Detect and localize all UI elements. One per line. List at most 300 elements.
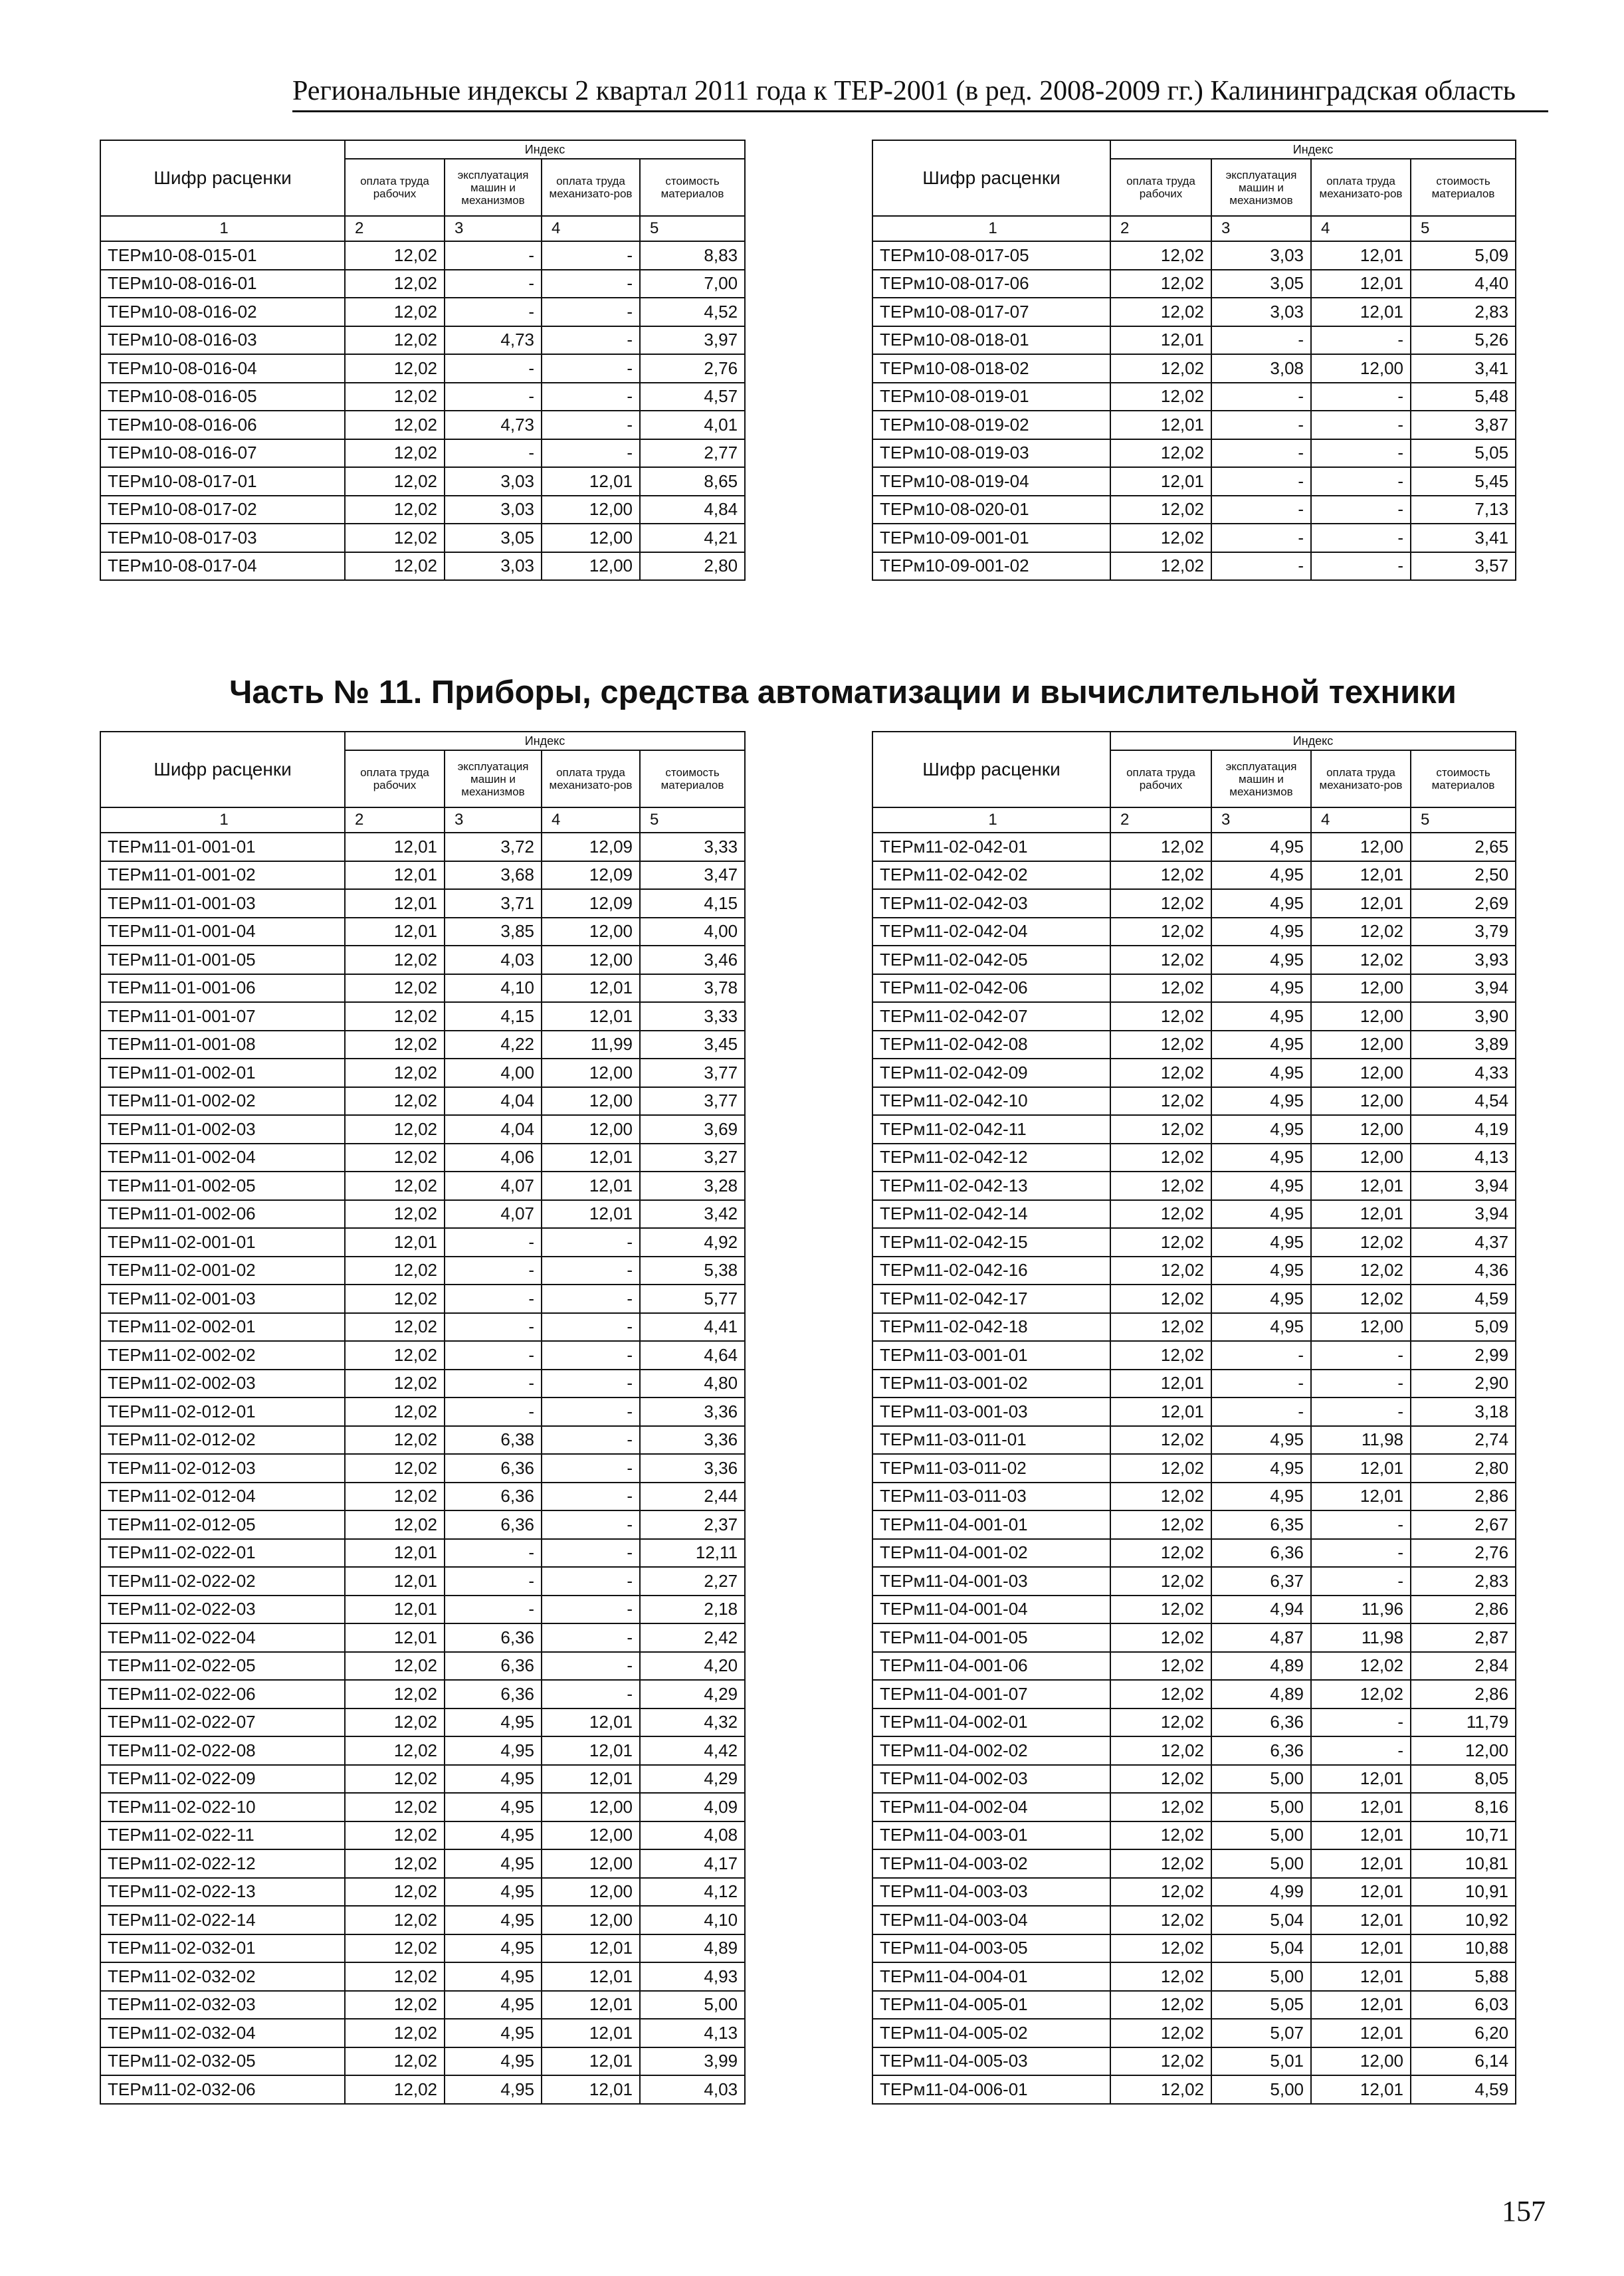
index-value-cell: 12,02 (345, 1257, 445, 1285)
index-value-cell: 4,13 (1411, 1144, 1516, 1172)
index-value-cell: 12,02 (345, 1426, 445, 1455)
rate-code-cell: ТЕРм11-02-042-14 (872, 1200, 1110, 1229)
header-materials-cost: стоимость материалов (640, 750, 745, 807)
index-value-cell: 4,00 (445, 1059, 542, 1087)
table-row (872, 467, 1516, 496)
index-value-cell: 12,02 (1110, 1991, 1211, 2019)
rate-code-cell: ТЕРм11-02-022-07 (100, 1708, 345, 1737)
rate-code-cell: ТЕРм11-02-012-04 (100, 1483, 345, 1511)
header-index-group: Индекс (345, 732, 745, 750)
table-row (100, 496, 745, 524)
index-value-cell: 2,80 (640, 552, 745, 581)
index-value-cell: 4,84 (640, 496, 745, 524)
index-value-cell: - (445, 383, 542, 411)
index-value-cell: - (542, 270, 640, 298)
index-value-cell: 3,77 (640, 1059, 745, 1087)
index-value-cell: 12,02 (1311, 1257, 1411, 1285)
index-value-cell: 4,95 (445, 1962, 542, 1991)
header-code: Шифр расценки (872, 140, 1110, 216)
index-value-cell: 4,95 (1211, 1200, 1311, 1229)
index-value-cell: 10,71 (1411, 1821, 1516, 1850)
index-value-cell: - (445, 270, 542, 298)
rate-code-cell: ТЕРм11-02-042-08 (872, 1031, 1110, 1059)
column-number: 3 (445, 216, 542, 241)
table-row (100, 524, 745, 552)
table-row (872, 861, 1516, 890)
table-row (100, 1934, 745, 1963)
rate-code-cell: ТЕРм11-03-011-01 (872, 1426, 1110, 1455)
table-row (100, 298, 745, 326)
index-value-cell: 4,95 (1211, 974, 1311, 1003)
index-value-cell: 12,02 (1110, 1200, 1211, 1229)
index-value-cell: 3,28 (640, 1172, 745, 1200)
rate-code-cell: ТЕРм11-04-003-01 (872, 1821, 1110, 1850)
rate-code-cell: ТЕРм11-02-001-03 (100, 1285, 345, 1313)
index-value-cell: 5,00 (640, 1991, 745, 2019)
table-row (872, 1059, 1516, 1087)
index-value-cell: 12,01 (345, 1228, 445, 1257)
index-value-cell: - (542, 1596, 640, 1624)
index-value-cell: - (445, 1397, 542, 1426)
index-value-cell: 6,36 (445, 1510, 542, 1539)
index-value-cell: 3,71 (445, 889, 542, 918)
table-row (100, 1228, 745, 1257)
header-labor-pay: оплата труда рабочих (1110, 750, 1211, 807)
table-row (872, 1426, 1516, 1455)
index-value-cell: 7,00 (640, 270, 745, 298)
index-value-cell: - (1311, 1341, 1411, 1370)
index-value-cell: 12,01 (1311, 298, 1411, 326)
table-row (100, 467, 745, 496)
index-value-cell: 4,15 (640, 889, 745, 918)
index-value-cell: 12,02 (345, 326, 445, 355)
index-value-cell: 4,64 (640, 1341, 745, 1370)
index-value-cell: 12,00 (542, 946, 640, 974)
rate-code-cell: ТЕРм10-08-019-02 (872, 411, 1110, 439)
index-value-cell: 4,95 (445, 1991, 542, 2019)
index-value-cell: 12,02 (345, 974, 445, 1003)
index-value-cell: 5,88 (1411, 1962, 1516, 1991)
index-value-cell: 5,77 (640, 1285, 745, 1313)
index-value-cell: 12,01 (1311, 270, 1411, 298)
index-value-cell: 2,44 (640, 1483, 745, 1511)
rate-code-cell: ТЕРм10-08-016-06 (100, 411, 345, 439)
rate-code-cell: ТЕРм11-04-003-02 (872, 1849, 1110, 1878)
rate-code-cell: ТЕРм10-08-016-03 (100, 326, 345, 355)
index-value-cell: 4,07 (445, 1172, 542, 1200)
index-value-cell: - (542, 1652, 640, 1681)
table-row (100, 2075, 745, 2104)
index-value-cell: 4,01 (640, 411, 745, 439)
index-value-cell: 12,00 (1311, 1313, 1411, 1342)
index-value-cell: 4,73 (445, 326, 542, 355)
index-value-cell: 10,88 (1411, 1934, 1516, 1963)
column-number: 3 (445, 807, 542, 833)
rate-code-cell: ТЕРм11-02-042-16 (872, 1257, 1110, 1285)
table-row (872, 1313, 1516, 1342)
index-value-cell: 12,02 (345, 1906, 445, 1934)
index-value-cell: - (1311, 552, 1411, 581)
table-row (100, 1031, 745, 1059)
index-value-cell: 12,02 (345, 1285, 445, 1313)
index-value-cell: 3,94 (1411, 974, 1516, 1003)
index-value-cell: 12,01 (542, 1765, 640, 1794)
table-row (100, 552, 745, 581)
index-value-cell: - (542, 298, 640, 326)
rate-code-cell: ТЕРм11-01-001-02 (100, 861, 345, 890)
index-value-cell: 4,95 (445, 2047, 542, 2076)
index-value-cell: 12,02 (345, 1736, 445, 1765)
index-value-cell: 12,02 (345, 496, 445, 524)
index-value-cell: 12,02 (1110, 1313, 1211, 1342)
index-value-cell: 2,50 (1411, 861, 1516, 890)
table-row (100, 1821, 745, 1850)
index-value-cell: 12,02 (345, 1002, 445, 1031)
table-row (872, 354, 1516, 383)
index-value-cell: 2,86 (1411, 1680, 1516, 1708)
index-value-cell: 4,33 (1411, 1059, 1516, 1087)
rate-code-cell: ТЕРм11-04-005-01 (872, 1991, 1110, 2019)
index-value-cell: 5,48 (1411, 383, 1516, 411)
column-number: 4 (1311, 807, 1411, 833)
index-value-cell: 12,01 (542, 2019, 640, 2047)
index-value-cell: 12,02 (345, 1172, 445, 1200)
table-row (872, 1736, 1516, 1765)
index-value-cell: 12,02 (1311, 1228, 1411, 1257)
index-value-cell: - (1311, 496, 1411, 524)
index-value-cell: 12,02 (1110, 552, 1211, 581)
header-code: Шифр расценки (872, 732, 1110, 807)
index-value-cell: - (445, 241, 542, 270)
rate-code-cell: ТЕРм11-02-032-04 (100, 2019, 345, 2047)
table-row (100, 326, 745, 355)
index-value-cell: 2,77 (640, 439, 745, 468)
index-value-cell: - (1311, 1510, 1411, 1539)
rate-code-cell: ТЕРм11-03-001-03 (872, 1397, 1110, 1426)
index-value-cell: 3,94 (1411, 1200, 1516, 1229)
column-number: 5 (1411, 807, 1516, 833)
index-value-cell: 12,00 (542, 1115, 640, 1144)
table-row (872, 1991, 1516, 2019)
table-row (100, 861, 745, 890)
index-value-cell: - (1311, 1370, 1411, 1398)
table-row (872, 1878, 1516, 1907)
index-value-cell: 3,03 (445, 496, 542, 524)
index-table-bottom-right (872, 731, 1516, 2105)
index-value-cell: 6,36 (445, 1483, 542, 1511)
index-value-cell: 10,91 (1411, 1878, 1516, 1907)
table-row (872, 1144, 1516, 1172)
rate-code-cell: ТЕРм11-02-042-15 (872, 1228, 1110, 1257)
rate-code-cell: ТЕРм11-02-012-02 (100, 1426, 345, 1455)
index-value-cell: 12,02 (1110, 1736, 1211, 1765)
table-row (872, 1115, 1516, 1144)
index-value-cell: 12,09 (542, 889, 640, 918)
index-value-cell: 12,01 (542, 2047, 640, 2076)
index-value-cell: 5,05 (1411, 439, 1516, 468)
index-value-cell: 5,38 (640, 1257, 745, 1285)
index-value-cell: 3,87 (1411, 411, 1516, 439)
index-value-cell: 12,01 (1311, 1793, 1411, 1821)
index-value-cell: 2,69 (1411, 889, 1516, 918)
index-value-cell: 6,36 (445, 1652, 542, 1681)
index-value-cell: 12,02 (1110, 1115, 1211, 1144)
index-value-cell: 4,95 (445, 1906, 542, 1934)
index-value-cell: 3,79 (1411, 918, 1516, 946)
rate-code-cell: ТЕРм10-08-016-07 (100, 439, 345, 468)
rate-code-cell: ТЕРм11-02-042-06 (872, 974, 1110, 1003)
index-value-cell: 2,83 (1411, 1567, 1516, 1596)
rate-code-cell: ТЕРм11-04-003-05 (872, 1934, 1110, 1963)
index-value-cell: 4,93 (640, 1962, 745, 1991)
index-value-cell: 12,02 (345, 1821, 445, 1850)
rate-code-cell: ТЕРм11-02-032-02 (100, 1962, 345, 1991)
rate-code-cell: ТЕРм11-03-011-02 (872, 1454, 1110, 1483)
index-value-cell: 12,02 (345, 1934, 445, 1963)
index-value-cell: - (445, 1370, 542, 1398)
rate-code-cell: ТЕРм11-02-002-02 (100, 1341, 345, 1370)
table-row (872, 1765, 1516, 1794)
index-value-cell: - (542, 1539, 640, 1568)
index-value-cell: 12,01 (345, 861, 445, 890)
index-value-cell: 12,02 (1110, 1821, 1211, 1850)
index-value-cell: 12,02 (345, 1510, 445, 1539)
table-row (100, 1708, 745, 1737)
index-value-cell: - (542, 1454, 640, 1483)
index-value-cell: 12,02 (345, 241, 445, 270)
index-value-cell: 6,36 (1211, 1736, 1311, 1765)
index-value-cell: - (542, 1285, 640, 1313)
index-value-cell: - (542, 383, 640, 411)
index-value-cell: 12,02 (1110, 241, 1211, 270)
index-value-cell: 12,00 (1311, 1087, 1411, 1116)
index-value-cell: 2,37 (640, 1510, 745, 1539)
index-value-cell: - (542, 1370, 640, 1398)
index-value-cell: 12,00 (542, 918, 640, 946)
index-value-cell: - (1211, 1341, 1311, 1370)
header-machine-use: эксплуатация машин и механизмов (1211, 750, 1311, 807)
index-value-cell: 10,81 (1411, 1849, 1516, 1878)
index-value-cell: 3,03 (1211, 241, 1311, 270)
index-value-cell: 12,02 (1311, 1652, 1411, 1681)
index-value-cell: 12,02 (1110, 974, 1211, 1003)
index-value-cell: - (445, 354, 542, 383)
index-value-cell: 12,01 (542, 1144, 640, 1172)
index-value-cell: 6,20 (1411, 2019, 1516, 2047)
index-value-cell: 6,03 (1411, 1991, 1516, 2019)
table-row (872, 270, 1516, 298)
rate-code-cell: ТЕРм11-02-012-03 (100, 1454, 345, 1483)
index-value-cell: 4,95 (1211, 889, 1311, 918)
table-row (100, 1849, 745, 1878)
rate-code-cell: ТЕРм11-03-001-01 (872, 1341, 1110, 1370)
header-code: Шифр расценки (100, 140, 345, 216)
index-value-cell: 4,09 (640, 1793, 745, 1821)
index-value-cell: 3,78 (640, 974, 745, 1003)
rate-code-cell: ТЕРм10-08-017-03 (100, 524, 345, 552)
rate-code-cell: ТЕРм11-02-032-03 (100, 1991, 345, 2019)
table-row (100, 1765, 745, 1794)
rate-code-cell: ТЕРм11-02-032-06 (100, 2075, 345, 2104)
table-row (872, 889, 1516, 918)
index-value-cell: 12,02 (1110, 1144, 1211, 1172)
index-value-cell: 12,02 (345, 354, 445, 383)
index-value-cell: 12,01 (1110, 411, 1211, 439)
table-row (100, 974, 745, 1003)
index-value-cell: 5,00 (1211, 1849, 1311, 1878)
index-value-cell: 12,02 (1110, 298, 1211, 326)
index-value-cell: 12,01 (542, 1991, 640, 2019)
index-value-cell: 12,00 (542, 1878, 640, 1907)
rate-code-cell: ТЕРм11-01-002-06 (100, 1200, 345, 1229)
index-value-cell: 4,17 (640, 1849, 745, 1878)
index-value-cell: 4,37 (1411, 1228, 1516, 1257)
index-value-cell: 3,42 (640, 1200, 745, 1229)
index-value-cell: 12,00 (542, 1059, 640, 1087)
index-value-cell: 8,05 (1411, 1765, 1516, 1794)
index-value-cell: - (1311, 439, 1411, 468)
table-row (100, 1370, 745, 1398)
column-number: 5 (640, 807, 745, 833)
table-row (872, 383, 1516, 411)
header-code: Шифр расценки (100, 732, 345, 807)
index-value-cell: 12,02 (1110, 1031, 1211, 1059)
index-value-cell: 3,69 (640, 1115, 745, 1144)
index-value-cell: - (1311, 524, 1411, 552)
table-row (100, 1115, 745, 1144)
table-row (100, 1059, 745, 1087)
index-value-cell: 12,02 (1311, 918, 1411, 946)
index-value-cell: 4,95 (1211, 1426, 1311, 1455)
index-value-cell: 4,19 (1411, 1115, 1516, 1144)
index-value-cell: 12,00 (1311, 974, 1411, 1003)
index-value-cell: - (445, 298, 542, 326)
index-value-cell: 3,46 (640, 946, 745, 974)
index-value-cell: 12,02 (1110, 1257, 1211, 1285)
index-value-cell: 12,02 (1110, 1623, 1211, 1652)
index-value-cell: 12,01 (542, 1172, 640, 1200)
index-value-cell: - (1211, 552, 1311, 581)
table-row (100, 1144, 745, 1172)
index-value-cell: 12,09 (542, 861, 640, 890)
column-number: 2 (345, 807, 445, 833)
index-value-cell: 4,95 (445, 1878, 542, 1907)
rate-code-cell: ТЕРм11-02-022-03 (100, 1596, 345, 1624)
header-materials-cost: стоимость материалов (640, 159, 745, 216)
rate-code-cell: ТЕРм10-08-016-01 (100, 270, 345, 298)
index-value-cell: 12,02 (345, 552, 445, 581)
index-value-cell: 3,36 (640, 1397, 745, 1426)
index-value-cell: 12,02 (1110, 2047, 1211, 2076)
index-value-cell: 12,02 (345, 2075, 445, 2104)
table-row (100, 1962, 745, 1991)
rate-code-cell: ТЕРм11-02-042-18 (872, 1313, 1110, 1342)
rate-code-cell: ТЕРм10-08-017-04 (100, 552, 345, 581)
index-value-cell: 12,02 (1110, 861, 1211, 890)
index-value-cell: 12,00 (1311, 1144, 1411, 1172)
rate-code-cell: ТЕРм10-08-017-02 (100, 496, 345, 524)
table-row (100, 1906, 745, 1934)
index-value-cell: 2,86 (1411, 1483, 1516, 1511)
rate-code-cell: ТЕРм11-01-002-01 (100, 1059, 345, 1087)
index-value-cell: 2,27 (640, 1567, 745, 1596)
table-row (872, 2075, 1516, 2104)
index-value-cell: 12,02 (345, 1454, 445, 1483)
index-value-cell: - (445, 1257, 542, 1285)
index-value-cell: 3,94 (1411, 1172, 1516, 1200)
rate-code-cell: ТЕРм11-04-001-04 (872, 1596, 1110, 1624)
index-value-cell: 12,02 (1110, 383, 1211, 411)
table-row (872, 1623, 1516, 1652)
index-table-bottom-left (100, 731, 746, 2105)
index-value-cell: 6,38 (445, 1426, 542, 1455)
rate-code-cell: ТЕРм11-01-002-02 (100, 1087, 345, 1116)
index-value-cell: 12,02 (345, 1962, 445, 1991)
rate-code-cell: ТЕРм11-04-001-05 (872, 1623, 1110, 1652)
rate-code-cell: ТЕРм11-01-001-03 (100, 889, 345, 918)
index-value-cell: - (445, 439, 542, 468)
rate-code-cell: ТЕРм11-02-022-08 (100, 1736, 345, 1765)
table-row (100, 1087, 745, 1116)
rate-code-cell: ТЕРм11-01-001-05 (100, 946, 345, 974)
index-value-cell: - (542, 411, 640, 439)
index-value-cell: 12,02 (345, 2047, 445, 2076)
index-value-cell: 12,01 (1311, 1454, 1411, 1483)
rate-code-cell: ТЕРм10-08-016-05 (100, 383, 345, 411)
index-value-cell: - (1311, 411, 1411, 439)
header-index-group: Индекс (1110, 732, 1516, 750)
index-value-cell: 4,95 (445, 1708, 542, 1737)
index-value-cell: 4,06 (445, 1144, 542, 1172)
index-value-cell: 2,74 (1411, 1426, 1516, 1455)
index-value-cell: 4,59 (1411, 1285, 1516, 1313)
index-value-cell: 12,02 (345, 439, 445, 468)
table-row (872, 496, 1516, 524)
rate-code-cell: ТЕРм10-09-001-01 (872, 524, 1110, 552)
index-value-cell: 12,02 (1110, 1002, 1211, 1031)
index-value-cell: 2,42 (640, 1623, 745, 1652)
table-row (872, 2019, 1516, 2047)
index-value-cell: 4,92 (640, 1228, 745, 1257)
index-value-cell: 12,02 (1110, 2075, 1211, 2104)
index-value-cell: 3,03 (445, 552, 542, 581)
index-value-cell: 12,02 (345, 1849, 445, 1878)
index-value-cell: 12,02 (345, 1370, 445, 1398)
table-row (872, 946, 1516, 974)
index-value-cell: 12,02 (345, 1031, 445, 1059)
index-value-cell: 2,76 (1411, 1539, 1516, 1568)
rate-code-cell: ТЕРм11-04-001-07 (872, 1680, 1110, 1708)
table-row (872, 1370, 1516, 1398)
index-value-cell: - (1311, 1567, 1411, 1596)
rate-code-cell: ТЕРм11-04-001-03 (872, 1567, 1110, 1596)
index-value-cell: 6,36 (1211, 1708, 1311, 1737)
index-value-cell: 12,02 (1110, 1341, 1211, 1370)
rate-code-cell: ТЕРм11-01-002-05 (100, 1172, 345, 1200)
table-row (100, 946, 745, 974)
index-value-cell: 4,59 (1411, 2075, 1516, 2104)
index-value-cell: 2,90 (1411, 1370, 1516, 1398)
table-row (100, 1680, 745, 1708)
index-value-cell: 12,02 (345, 1708, 445, 1737)
index-value-cell: 6,14 (1411, 2047, 1516, 2076)
index-value-cell: 12,02 (345, 298, 445, 326)
index-value-cell: 4,32 (640, 1708, 745, 1737)
table-row (872, 833, 1516, 861)
index-value-cell: 12,01 (1311, 861, 1411, 890)
index-value-cell: 12,00 (542, 524, 640, 552)
index-value-cell: 12,02 (1110, 1539, 1211, 1568)
